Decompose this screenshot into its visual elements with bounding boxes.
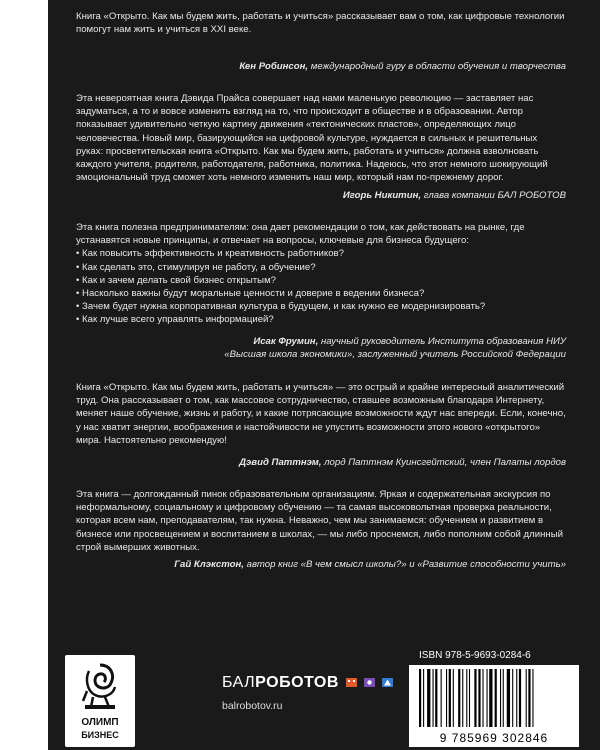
review-text: Эта книга — долгожданный пинок образовательным организациям. Яркая и содержательная экскурсия по неформальному, социальному и цифровому обучению — та самая высоковольтная проверка реальности, которая всем нам, преподавателям, так нужна. Неважно, чем мы занимаемся: обучением и развитием в бизнесе или просвещением и воспитанием в школах, — мы либо проснемся, либо пополним собой длинный строй вымерших животных. — [76, 489, 563, 553]
author-role: автор книг «В чем смысл школы?» и «Развитие способности учить» — [246, 559, 566, 570]
review-4-signature — [239, 456, 566, 469]
review-2 — [76, 92, 566, 184]
review-text: Эта книга полезна предпринимателям: она дает рекомендации о том, как действовать на рынке, где устанавятся новые принципы, и отвечает на вопросы, ключевые для бизнеса будущего: — [76, 222, 525, 247]
bal-url: balrobotov.ru — [222, 700, 283, 712]
bal-robotov-logo — [222, 674, 393, 712]
list-item: • Как сделать это, стимулируя не работу, а обучение? — [76, 261, 316, 273]
review-1-signature — [239, 60, 566, 73]
triangle-icon — [382, 678, 393, 687]
barcode-bars — [417, 669, 571, 727]
author-name: Игорь Никитин, — [342, 190, 422, 201]
emblem-icon — [79, 661, 121, 711]
author-name: Кен Робинсон, — [239, 61, 309, 72]
gear-icon — [364, 678, 375, 687]
back-cover — [48, 0, 600, 750]
barcode-number: 9 785969 302846 — [439, 731, 549, 745]
review-text: Книга «Открыто. Как мы будем жить, работать и учиться» — это острый и крайне интересный аналитический труд. Она рассказывает о том, как массовое сотрудничество, ставшее возможным благодаря Интернету, меняет наше обучение, жизнь и работу, и какие потрясающие возможности ждут нас впереди. Если, конечно, у нас хватит энергии, воображения и настойчивости не упустить возможности этого нового «открытого» мира. Настоятельно рекомендую! — [76, 382, 566, 446]
brand-part-2: РОБОТОВ — [255, 674, 339, 691]
list-item: • Как и зачем делать свой бизнес открытым? — [76, 274, 277, 286]
review-text: Эта невероятная книга Дэвида Прайса совершает над нами маленькую революцию — заставляет нас задуматься, а то и вовсе изменить взгляд на то, что происходит в обществе и в образовании. Автор показывает удивительно четкую картину движения «тектонических пластов», определяющих лицо человечества. Новый мир, базирующийся на цифровой культуре, нуждается в сильных и решительных руках: просветительская книга «Открыто. Как мы будем жить, работать и учиться» должна взволновать каждого учителя, родителя, работодателя, работника, политика. Надеюсь, что этот немного шокирующий эмоциональный труд сможет хоть немного изменить наш мир, который нам по-прежнему дорог. — [76, 93, 548, 184]
list-item: • Как повысить эффективность и креативность работников? — [76, 248, 344, 260]
list-item: • Насколько важны будут моральные ценности и доверие в ведении бизнеса? — [76, 288, 425, 300]
publisher-subtitle: БИЗНЕС — [81, 730, 119, 740]
list-item: • Как лучше всего управлять информацией? — [76, 314, 274, 326]
publisher-logo — [65, 655, 135, 747]
review-5 — [76, 488, 566, 554]
author-name: Дэвид Паттнэм, — [239, 457, 322, 468]
brand-part-1: БАЛ — [222, 674, 256, 691]
review-text: Книга «Открыто. Как мы будем жить, работать и учиться» рассказывает вам о том, как цифровые технологии помогут нам жить и учиться в XXI веке. — [76, 11, 565, 36]
review-4 — [76, 381, 566, 447]
author-name: Исак Фрумин, — [253, 336, 319, 347]
author-role: международный гуру в области обучения и творчества — [310, 61, 566, 72]
robot-icon — [346, 678, 357, 687]
author-name: Гай Клэкстон, — [174, 559, 244, 570]
question-list — [76, 247, 566, 326]
isbn-label: ISBN 978-5-9693-0284-6 — [419, 650, 531, 661]
barcode — [409, 665, 579, 747]
review-5-signature — [174, 558, 566, 571]
review-3 — [76, 221, 566, 327]
author-role: научный руководитель Института образования НИУ — [320, 336, 566, 347]
author-role-2: «Высшая школа экономики», заслуженный учитель Российской Федерации — [224, 349, 566, 361]
author-role: глава компании БАЛ РОБОТОВ — [423, 190, 566, 201]
review-2-signature — [343, 189, 566, 202]
review-1 — [76, 10, 566, 36]
author-role: лорд Паттнэм Куинсгейтский, член Палаты лордов — [324, 457, 566, 468]
publisher-name: ОЛИМП — [81, 717, 119, 728]
review-3-signature — [224, 335, 566, 361]
list-item: • Зачем будет нужна корпоративная культура в будущем, и как нужно ее модернизировать? — [76, 301, 486, 313]
